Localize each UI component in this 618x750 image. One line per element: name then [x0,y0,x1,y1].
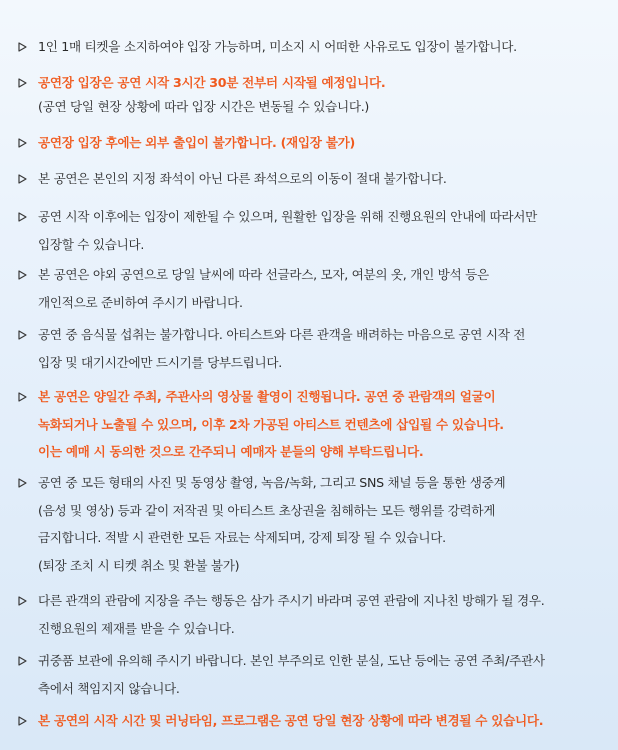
triangle-bullet-icon [18,710,27,732]
notice-text-line: 녹화되거나 노출될 수 있으며, 이후 2차 가공된 아티스트 컨텐츠에 삽입될 수 있습니다. [38,416,504,432]
notice-text-line: 진행요원의 제재를 받을 수 있습니다. [38,620,235,636]
notice-text-line: 본 공연은 양일간 주최, 주관사의 영상물 촬영이 진행됩니다. 공연 중 관람객의 얼굴이 [38,389,496,404]
notice-text-line: (음성 및 영상) 등과 같이 저작권 및 아티스트 초상권을 침해하는 모든 행위를 강력하게 [38,502,496,518]
notice-text-line: 귀중품 보관에 유의해 주시기 바랍니다. 본인 부주의로 인한 분실, 도난 등에는 공연 주최/주관사 [38,653,545,668]
notice-text-line: 본 공연은 야외 공연으로 당일 날씨에 따라 선글라스, 모자, 여분의 옷, 개인 방석 등은 [38,267,489,282]
triangle-bullet-icon [18,590,27,612]
notice-text-line: 금지합니다. 적발 시 관련한 모든 자료는 삭제되며, 강제 퇴장 될 수 있습니다. [38,530,446,545]
notice-text-line: 본 공연은 본인의 지정 좌석이 아닌 다른 좌석으로의 이동이 절대 불가합니다. [38,171,447,186]
notice-text-line: 본 공연의 시작 시간 및 러닝타임, 프로그램은 공연 당일 현장 상황에 따라 변경될 수 있습니다. [38,713,544,728]
triangle-bullet-icon [18,168,27,190]
triangle-bullet-icon [18,264,27,286]
triangle-bullet-icon [18,386,27,408]
triangle-bullet-icon [18,206,27,228]
notice-text-line: 1인 1매 티켓을 소지하여야 입장 가능하며, 미소지 시 어떠한 사유로도 입장이 불가합니다. [38,39,517,54]
triangle-bullet-icon [18,324,27,346]
notice-text-line: (공연 당일 현장 상황에 따라 입장 시간은 변동될 수 있습니다.) [38,99,370,114]
notice-text-line: (퇴장 조치 시 티켓 취소 및 환불 불가) [38,557,240,573]
notice-text-line: 공연 중 음식물 섭취는 불가합니다. 아티스트와 다른 관객을 배려하는 마음으로 공연 시작 전 [38,327,526,342]
notice-text-line: 개인적으로 준비하여 주시기 바랍니다. [38,294,243,310]
triangle-bullet-icon [18,650,27,672]
notice-text-line: 측에서 책임지지 않습니다. [38,680,180,696]
notice-text-line: 공연 중 모든 형태의 사진 및 동영상 촬영, 녹음/녹화, 그리고 SNS 채널 등을 통한 생중계 [38,475,506,490]
triangle-bullet-icon [18,132,27,154]
notice-text-line: 입장 및 대기시간에만 드시기를 당부드립니다. [38,354,282,370]
triangle-bullet-icon [18,72,27,94]
notice-text-line: 입장할 수 있습니다. [38,236,145,252]
triangle-bullet-icon [18,472,27,494]
notice-text-line: 이는 예매 시 동의한 것으로 간주되니 예매자 분들의 양해 부탁드립니다. [38,444,424,459]
notice-text-line: 공연장 입장 후에는 외부 출입이 불가합니다. (재입장 불가) [38,135,355,150]
triangle-bullet-icon [18,36,27,58]
notice-text-line: 공연 시작 이후에는 입장이 제한될 수 있으며, 원활한 입장을 위해 진행요원의 안내에 따라서만 [38,209,538,224]
notice-text-line: 다른 관객의 관람에 지장을 주는 행동은 삼가 주시기 바라며 공연 관람에 지나친 방해가 될 경우. [38,593,545,608]
notice-text-line: 공연장 입장은 공연 시작 3시간 30분 전부터 시작될 예정입니다. [38,75,386,90]
